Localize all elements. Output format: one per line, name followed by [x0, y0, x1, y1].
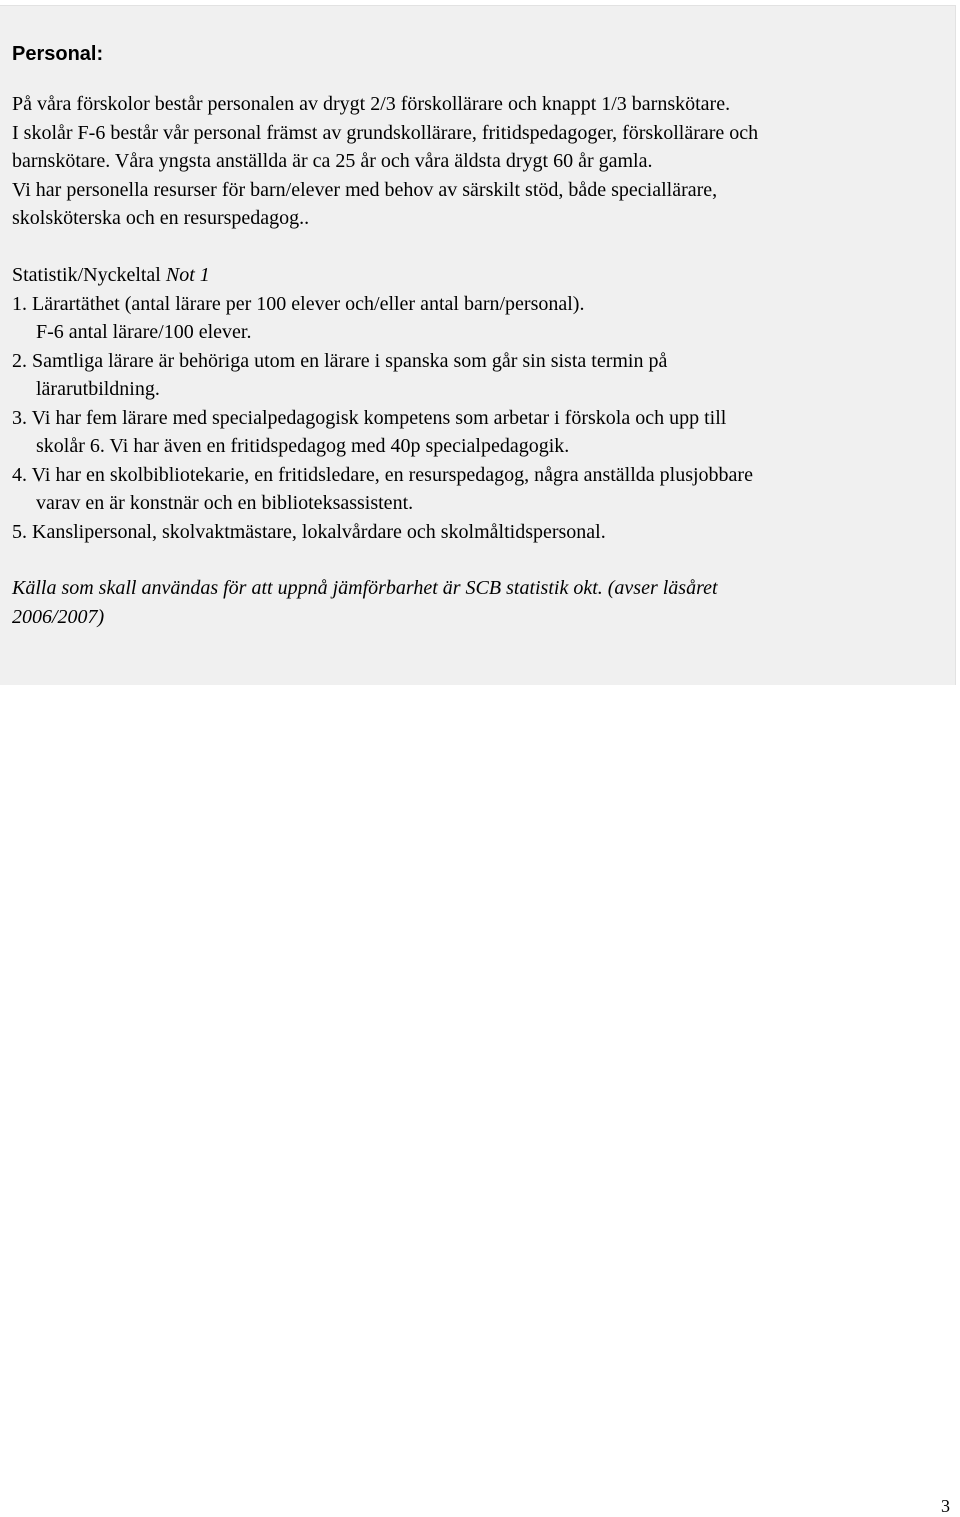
- list-item: varav en är konstnär och en biblioteksassistent.: [36, 492, 414, 514]
- list-item: lärarutbildning.: [36, 378, 160, 400]
- paragraph-line: I skolår F-6 består vår personal främst av grundskollärare, fritidspedagoger, förskollärare och: [12, 122, 759, 144]
- list-item: 5. Kanslipersonal, skolvaktmästare, lokalvårdare och skolmåltidspersonal.: [12, 521, 606, 543]
- list-item: 1. Lärartäthet (antal lärare per 100 elever och/eller antal barn/personal).: [12, 293, 585, 315]
- list-item: skolår 6. Vi har även en fritidspedagog med 40p specialpedagogik.: [36, 435, 570, 457]
- paragraph-line: På våra förskolor består personalen av drygt 2/3 förskollärare och knappt 1/3 barnskötare.: [12, 93, 731, 115]
- list-item: F-6 antal lärare/100 elever.: [36, 321, 252, 343]
- section-heading: Personal:: [12, 43, 104, 65]
- stats-heading: [12, 261, 210, 289]
- stats-note: Not 1: [165, 264, 210, 286]
- paragraph-line: skolsköterska och en resurspedagog..: [12, 207, 310, 229]
- source-note-line: Källa som skall användas för att uppnå jämförbarhet är SCB statistik okt. (avser läsåret: [12, 577, 718, 599]
- content-box: [0, 5, 956, 685]
- paragraph-line: barnskötare. Våra yngsta anställda är ca 25 år och våra äldsta drygt 60 år gamla.: [12, 150, 653, 172]
- list-item: 4. Vi har en skolbibliotekarie, en fritidsledare, en resurspedagog, några anställda plusjobbare: [12, 464, 753, 486]
- source-note-line: 2006/2007): [12, 606, 105, 628]
- page-number: 3: [941, 1496, 950, 1516]
- paragraph-line: Vi har personella resurser för barn/elever med behov av särskilt stöd, både speciallärare,: [12, 179, 718, 201]
- list-item: 2. Samtliga lärare är behöriga utom en lärare i spanska som går sin sista termin på: [12, 350, 668, 372]
- stats-label: Statistik/Nyckeltal: [12, 264, 166, 286]
- list-item: 3. Vi har fem lärare med specialpedagogisk kompetens som arbetar i förskola och upp till: [12, 407, 727, 429]
